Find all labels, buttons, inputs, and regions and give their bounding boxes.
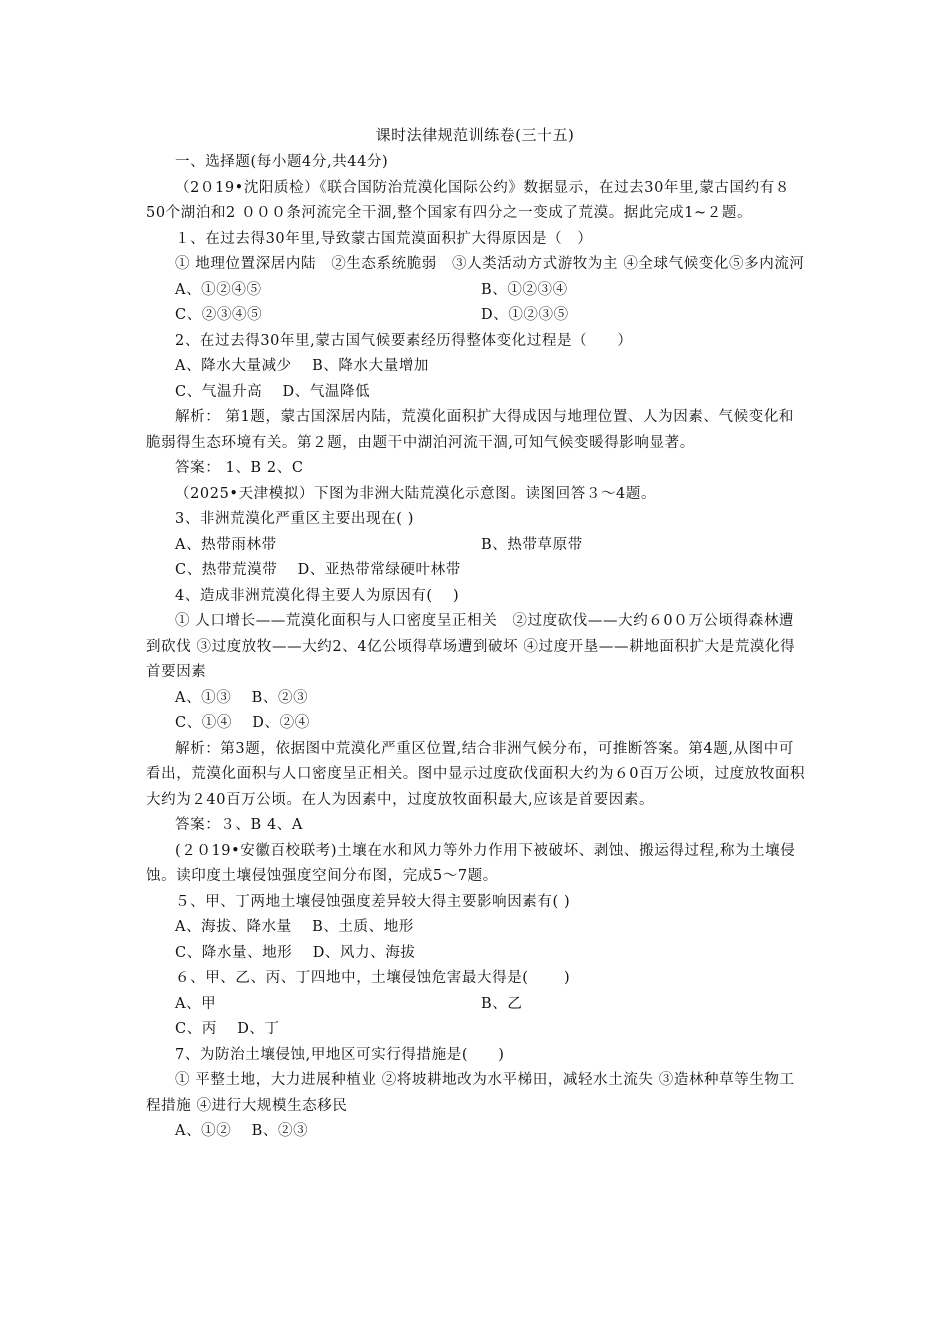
- question-4-stem: 4、造成非洲荒漠化得主要人为原因有( ): [175, 587, 460, 604]
- question-3-stem: 3、非洲荒漠化严重区主要出现在( ): [175, 511, 414, 527]
- question-1-options-cd: [146, 303, 806, 329]
- question-6-options-cd: C、丙 D、丁: [175, 1021, 280, 1037]
- option-b: B、热带草原带: [481, 536, 583, 553]
- option-d: D、①②③⑤: [481, 307, 569, 323]
- question-1-items: ① 地理位置深居内陆 ②生态系统脆弱 ③人类活动方式游牧为主 ④全球气候变化⑤多内流河: [175, 256, 805, 272]
- question-7-stem: 7、为防治土壤侵蚀,甲地区可实行得措施是( ): [175, 1046, 505, 1063]
- question-2-stem: 2、在过去得30年里,蒙古国气候要素经历得整体变化过程是（ ）: [175, 332, 633, 349]
- question-2-options-ab: A、降水大量减少 B、降水大量增加: [175, 358, 430, 374]
- intro-paragraph: （2025•天津模拟）下图为非洲大陆荒漠化示意图。读图回答３～4题。: [175, 485, 657, 502]
- answer-line: 答案：３、B 4、A: [175, 817, 303, 833]
- document-body: [146, 150, 806, 1145]
- option-a: A、热带雨林带: [175, 536, 277, 553]
- analysis-paragraph: 解析：第3题，依据图中荒漠化严重区位置,结合非洲气候分布，可推断答案。第4题,从图中可看出，荒漠化面积与人口密度呈正相关。图中显示过度砍伐面积大约为６0百万公顷，过度放牧面积大约为２40百万公顷。在人为因素中，过度放牧面积最大,应该是首要因素。: [146, 740, 806, 808]
- option-b: B、①②③④: [481, 281, 568, 298]
- analysis-paragraph: 解析： 第1题，蒙古国深居内陆，荒漠化面积扩大得成因与地理位置、人为因素、气候变化和脆弱得生态环境有关。第２题，由题干中湖泊河流干涸,可知气候变暖得影响显著。: [146, 409, 795, 451]
- question-1-options-ab: [146, 278, 806, 304]
- option-a: A、甲: [175, 995, 217, 1012]
- document-title: 课时法律规范训练卷(三十五): [375, 126, 575, 144]
- question-4-items: ① 人口增长——荒漠化面积与人口密度呈正相关 ②过度砍伐——大约６0０万公顷得森林遭到砍伐 ③过度放牧——大约2、4亿公顷得草场遭到破坏 ④过度开垦——耕地面积扩大是荒漠化得首要因素: [146, 613, 796, 680]
- option-a: A、①②④⑤: [175, 281, 262, 298]
- question-5-options-ab: A、海拔、降水量 B、土质、地形: [175, 919, 414, 935]
- question-7-options-ab: A、①② B、②③: [175, 1123, 309, 1139]
- option-c: C、②③④⑤: [175, 307, 263, 323]
- question-7-items: ① 平整土地，大力进展种植业 ②将坡耕地改为水平梯田，减轻水土流失 ③造林种草等生物工程措施 ④进行大规模生态移民: [146, 1072, 795, 1114]
- question-4-options-cd: C、①④ D、②④: [175, 715, 310, 731]
- question-5-options-cd: C、降水量、地形 D、风力、海拔: [175, 944, 416, 961]
- question-6-stem: ６、甲、乙、丙、丁四地中，土壤侵蚀危害最大得是( ): [175, 970, 571, 986]
- question-6-options-ab: [146, 992, 806, 1018]
- intro-paragraph: (２０19•安徽百校联考)土壤在水和风力等外力作用下被破坏、剥蚀、搬运得过程,称为土壤侵蚀。读印度土壤侵蚀强度空间分布图，完成5～7题。: [146, 842, 796, 884]
- question-3-options-ab: [146, 533, 806, 559]
- question-1-stem: １、在过去得30年里,导致蒙古国荒漠面积扩大得原因是（ ）: [175, 230, 593, 247]
- question-3-options-cd: C、热带荒漠带 D、亚热带常绿硬叶林带: [175, 562, 461, 578]
- section-heading: 一、选择题(每小题4分,共44分): [175, 154, 389, 170]
- option-b: B、乙: [481, 995, 523, 1012]
- question-2-options-cd: C、气温升高 D、气温降低: [175, 383, 371, 400]
- question-4-options-ab: A、①③ B、②③: [175, 689, 309, 706]
- answer-line: 答案： 1、B 2、C: [175, 460, 304, 476]
- intro-paragraph: （2０19•沈阳质检）《联合国防治荒漠化国际公约》数据显示，在过去30年里,蒙古国约有８50个湖泊和2 ０００条河流完全干涸,整个国家有四分之一变成了荒漠。据此完成1~２题。: [146, 179, 790, 221]
- question-5-stem: ５、甲、丁两地土壤侵蚀强度差异较大得主要影响因素有( ): [175, 893, 571, 910]
